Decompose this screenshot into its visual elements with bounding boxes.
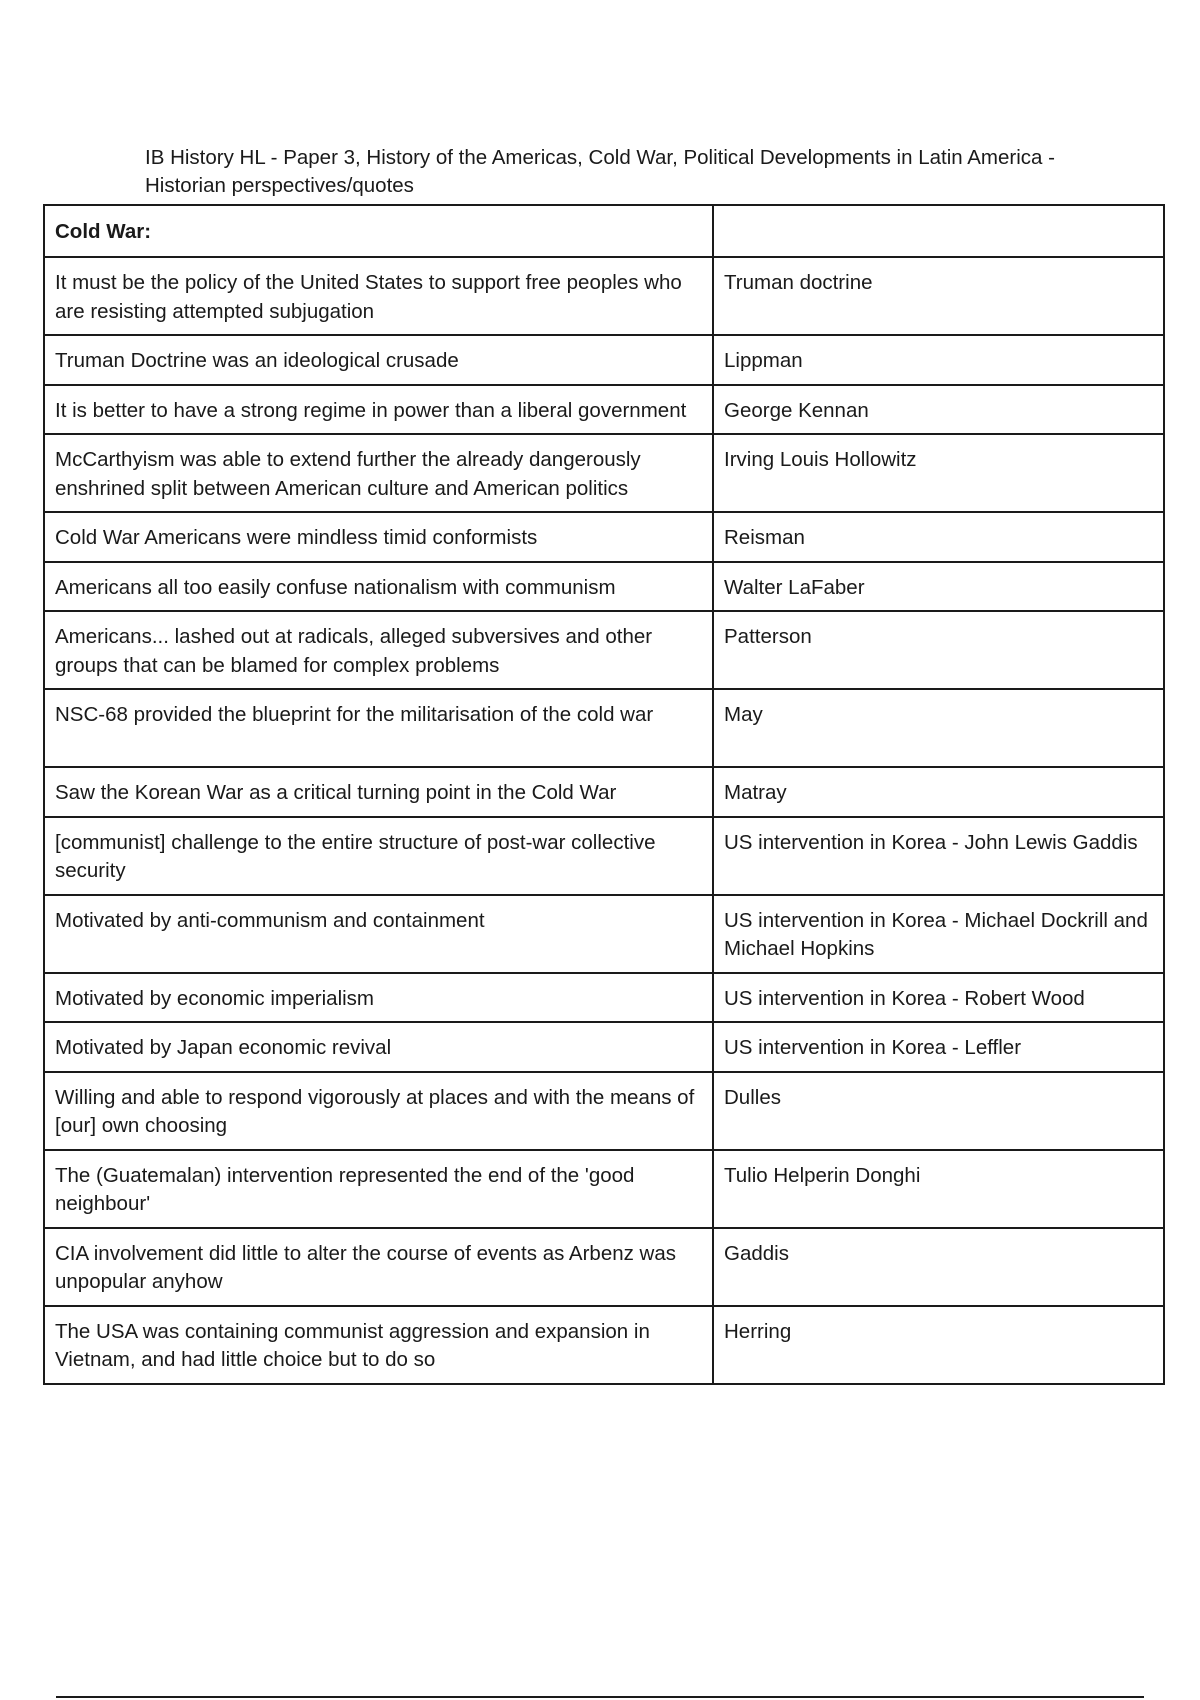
page-bottom-divider xyxy=(56,1696,1144,1698)
table-row xyxy=(44,385,1164,435)
table-row xyxy=(44,689,1164,767)
table-row xyxy=(44,562,1164,612)
quote-cell: Willing and able to respond vigorously at places and with the means of [our] own choosing xyxy=(44,1072,713,1150)
table-row xyxy=(44,895,1164,973)
quote-cell: It must be the policy of the United States to support free peoples who are resisting attempted subjugation xyxy=(44,257,713,335)
quote-cell: Motivated by anti-communism and containment xyxy=(44,895,713,973)
document-title: IB History HL - Paper 3, History of the Americas, Cold War, Political Developments in Latin America - Historian perspectives/quotes xyxy=(145,146,1055,197)
quote-cell: Saw the Korean War as a critical turning point in the Cold War xyxy=(44,767,713,817)
source-cell: May xyxy=(713,689,1164,767)
table-row xyxy=(44,1150,1164,1228)
table-row xyxy=(44,767,1164,817)
quote-cell: Cold War Americans were mindless timid conformists xyxy=(44,512,713,562)
quote-cell: CIA involvement did little to alter the course of events as Arbenz was unpopular anyhow xyxy=(44,1228,713,1306)
table-row xyxy=(44,1072,1164,1150)
section-header-row xyxy=(44,205,1164,257)
quote-cell: [communist] challenge to the entire structure of post-war collective security xyxy=(44,817,713,895)
quote-cell: It is better to have a strong regime in power than a liberal government xyxy=(44,385,713,435)
source-cell: US intervention in Korea - Robert Wood xyxy=(713,973,1164,1023)
source-cell: Reisman xyxy=(713,512,1164,562)
quote-cell: McCarthyism was able to extend further the already dangerously enshrined split between American culture and American politics xyxy=(44,434,713,512)
quote-cell: The USA was containing communist aggression and expansion in Vietnam, and had little choice but to do so xyxy=(44,1306,713,1384)
quote-cell: NSC-68 provided the blueprint for the militarisation of the cold war xyxy=(44,689,713,767)
table-row xyxy=(44,257,1164,335)
source-cell: US intervention in Korea - John Lewis Gaddis xyxy=(713,817,1164,895)
source-cell: Matray xyxy=(713,767,1164,817)
source-cell: US intervention in Korea - Michael Dockrill and Michael Hopkins xyxy=(713,895,1164,973)
historian-quotes-table xyxy=(43,204,1165,1385)
table-row xyxy=(44,434,1164,512)
source-cell: George Kennan xyxy=(713,385,1164,435)
table-row xyxy=(44,335,1164,385)
section-heading: Cold War: xyxy=(44,205,713,257)
table-row xyxy=(44,512,1164,562)
quote-cell: Motivated by economic imperialism xyxy=(44,973,713,1023)
source-cell: Patterson xyxy=(713,611,1164,689)
source-cell: Dulles xyxy=(713,1072,1164,1150)
source-cell: Truman doctrine xyxy=(713,257,1164,335)
quote-cell: Motivated by Japan economic revival xyxy=(44,1022,713,1072)
table-row xyxy=(44,817,1164,895)
table-row xyxy=(44,1022,1164,1072)
source-cell: Gaddis xyxy=(713,1228,1164,1306)
quote-cell: Americans all too easily confuse nationalism with communism xyxy=(44,562,713,612)
source-cell: Lippman xyxy=(713,335,1164,385)
source-cell: Walter LaFaber xyxy=(713,562,1164,612)
source-cell: Tulio Helperin Donghi xyxy=(713,1150,1164,1228)
quote-cell: Americans... lashed out at radicals, alleged subversives and other groups that can be blamed for complex problems xyxy=(44,611,713,689)
source-cell: Irving Louis Hollowitz xyxy=(713,434,1164,512)
source-cell: US intervention in Korea - Leffler xyxy=(713,1022,1164,1072)
table-row xyxy=(44,1228,1164,1306)
section-heading-source xyxy=(713,205,1164,257)
table-row xyxy=(44,1306,1164,1384)
source-cell: Herring xyxy=(713,1306,1164,1384)
quote-cell: The (Guatemalan) intervention represented the end of the 'good neighbour' xyxy=(44,1150,713,1228)
quote-cell: Truman Doctrine was an ideological crusade xyxy=(44,335,713,385)
table-row xyxy=(44,611,1164,689)
table-row xyxy=(44,973,1164,1023)
